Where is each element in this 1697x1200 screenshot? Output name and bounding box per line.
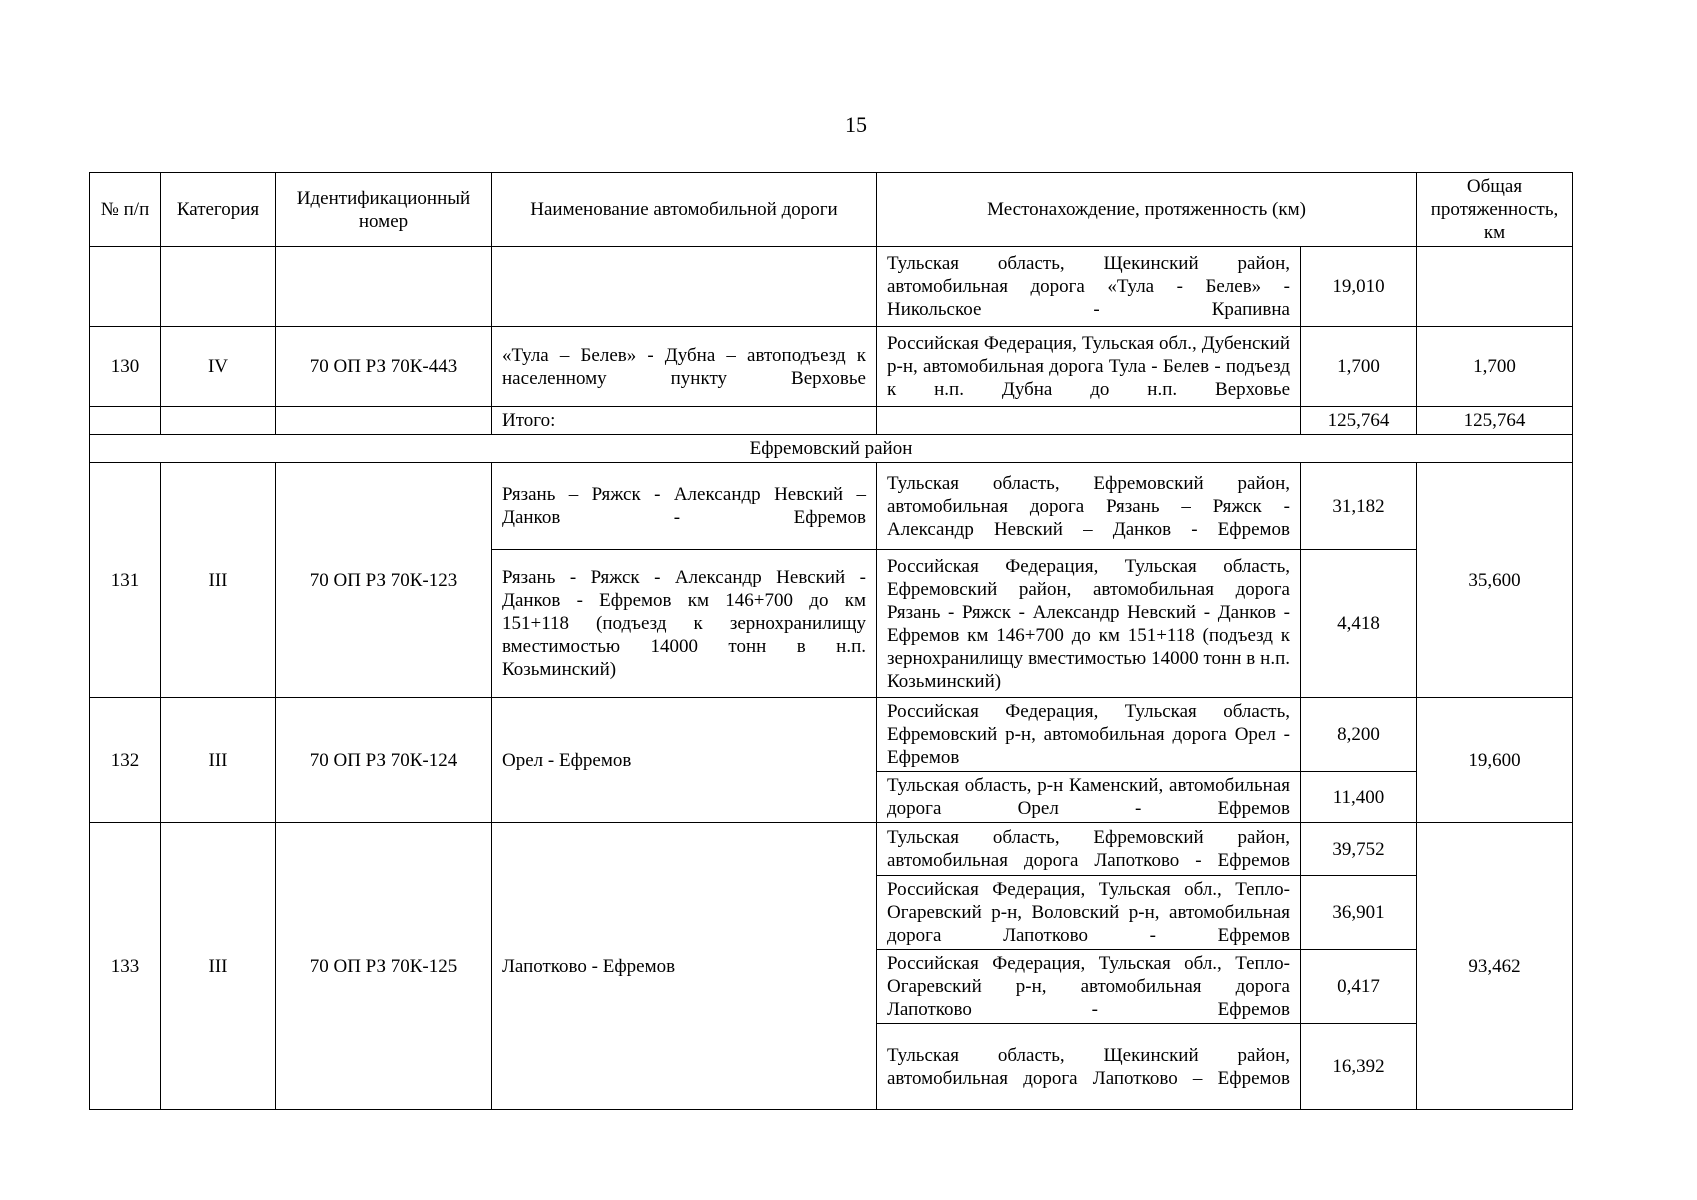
total-cell: 19,600 [1417, 698, 1573, 823]
length-cell: 19,010 [1301, 247, 1417, 327]
location-cell: Тульская область, Ефремовский район, автомобильная дорога Лапотково - Ефремов [877, 823, 1301, 876]
table-header-row [90, 173, 1573, 247]
category-cell: IV [161, 327, 276, 407]
empty-cell [276, 247, 492, 327]
roads-table [89, 172, 1573, 1110]
empty-cell [161, 407, 276, 435]
empty-cell [90, 247, 161, 327]
district-row [90, 435, 1573, 463]
id-cell: 70 ОП РЗ 70К-125 [276, 823, 492, 1110]
category-cell: III [161, 823, 276, 1110]
page-number: 15 [845, 112, 867, 137]
summary-label: Итого: [492, 407, 877, 435]
empty-cell [90, 407, 161, 435]
empty-cell [877, 407, 1301, 435]
header-category: Категория [161, 173, 276, 247]
header-total: Общая протяженность, км [1417, 173, 1573, 247]
length-cell: 8,200 [1301, 698, 1417, 772]
total-cell: 93,462 [1417, 823, 1573, 1110]
length-cell: 1,700 [1301, 327, 1417, 407]
table-row [90, 698, 1573, 772]
summary-length: 125,764 [1301, 407, 1417, 435]
location-cell: Российская Федерация, Тульская область, Ефремовский район, автомобильная дорога Рязань - Ряжск - Александр Невский - Данков - Ефремов км 146+700 до км 151+118 (подъезд к зернохранилищу вместимостью 14000 тонн в н.п. Козьминский) [877, 550, 1301, 698]
header-location: Местонахождение, протяженность (км) [877, 173, 1417, 247]
location-cell: Тульская область, Щекинский район, автомобильная дорога Лапотково – Ефремов [877, 1024, 1301, 1110]
district-heading: Ефремовский район [90, 435, 1573, 463]
total-cell: 1,700 [1417, 327, 1573, 407]
table-row [90, 327, 1573, 407]
id-cell: 70 ОП РЗ 70К-443 [276, 327, 492, 407]
header-name: Наименование автомобильной дороги [492, 173, 877, 247]
road-name-cell: Рязань - Ряжск - Александр Невский - Данков - Ефремов км 146+700 до км 151+118 (подъезд к зернохранилищу вместимостью 14000 тонн в н.п. Козьминский) [492, 550, 877, 698]
length-cell: 4,418 [1301, 550, 1417, 698]
location-cell: Российская Федерация, Тульская область, Ефремовский р-н, автомобильная дорога Орел - Ефремов [877, 698, 1301, 772]
length-cell: 11,400 [1301, 772, 1417, 823]
id-cell: 70 ОП РЗ 70К-124 [276, 698, 492, 823]
length-cell: 31,182 [1301, 463, 1417, 550]
road-name-cell: Лапотково - Ефремов [492, 823, 877, 1110]
category-cell: III [161, 463, 276, 698]
location-cell: Российская Федерация, Тульская обл., Дубенский р-н, автомобильная дорога Тула - Белев - подъезд к н.п. Дубна до н.п. Верховье [877, 327, 1301, 407]
road-name-cell: Рязань – Ряжск - Александр Невский – Данков - Ефремов [492, 463, 877, 550]
header-id: Идентификационный номер [276, 173, 492, 247]
num-cell: 132 [90, 698, 161, 823]
empty-cell [161, 247, 276, 327]
header-num: № п/п [90, 173, 161, 247]
num-cell: 130 [90, 327, 161, 407]
length-cell: 36,901 [1301, 876, 1417, 950]
summary-row [90, 407, 1573, 435]
road-name-cell: «Тула – Белев» - Дубна – автоподъезд к населенному пункту Верховье [492, 327, 877, 407]
location-cell: Тульская область, р-н Каменский, автомобильная дорога Орел - Ефремов [877, 772, 1301, 823]
empty-cell [276, 407, 492, 435]
id-cell: 70 ОП РЗ 70К-123 [276, 463, 492, 698]
location-cell: Тульская область, Щекинский район, автомобильная дорога «Тула - Белев» - Никольское - Крапивна [877, 247, 1301, 327]
road-name-cell: Орел - Ефремов [492, 698, 877, 823]
total-cell: 35,600 [1417, 463, 1573, 698]
location-cell: Российская Федерация, Тульская обл., Тепло-Огаревский р-н, Воловский р-н, автомобильная дорога Лапотково - Ефремов [877, 876, 1301, 950]
table-row [90, 823, 1573, 876]
summary-total: 125,764 [1417, 407, 1573, 435]
length-cell: 39,752 [1301, 823, 1417, 876]
empty-cell [1417, 247, 1573, 327]
location-cell: Тульская область, Ефремовский район, автомобильная дорога Рязань – Ряжск - Александр Невский – Данков - Ефремов [877, 463, 1301, 550]
length-cell: 16,392 [1301, 1024, 1417, 1110]
category-cell: III [161, 698, 276, 823]
num-cell: 133 [90, 823, 161, 1110]
length-cell: 0,417 [1301, 950, 1417, 1024]
location-cell: Российская Федерация, Тульская обл., Тепло-Огаревский р-н, автомобильная дорога Лапотково - Ефремов [877, 950, 1301, 1024]
empty-cell [492, 247, 877, 327]
table-row [90, 463, 1573, 550]
table-row [90, 247, 1573, 327]
num-cell: 131 [90, 463, 161, 698]
